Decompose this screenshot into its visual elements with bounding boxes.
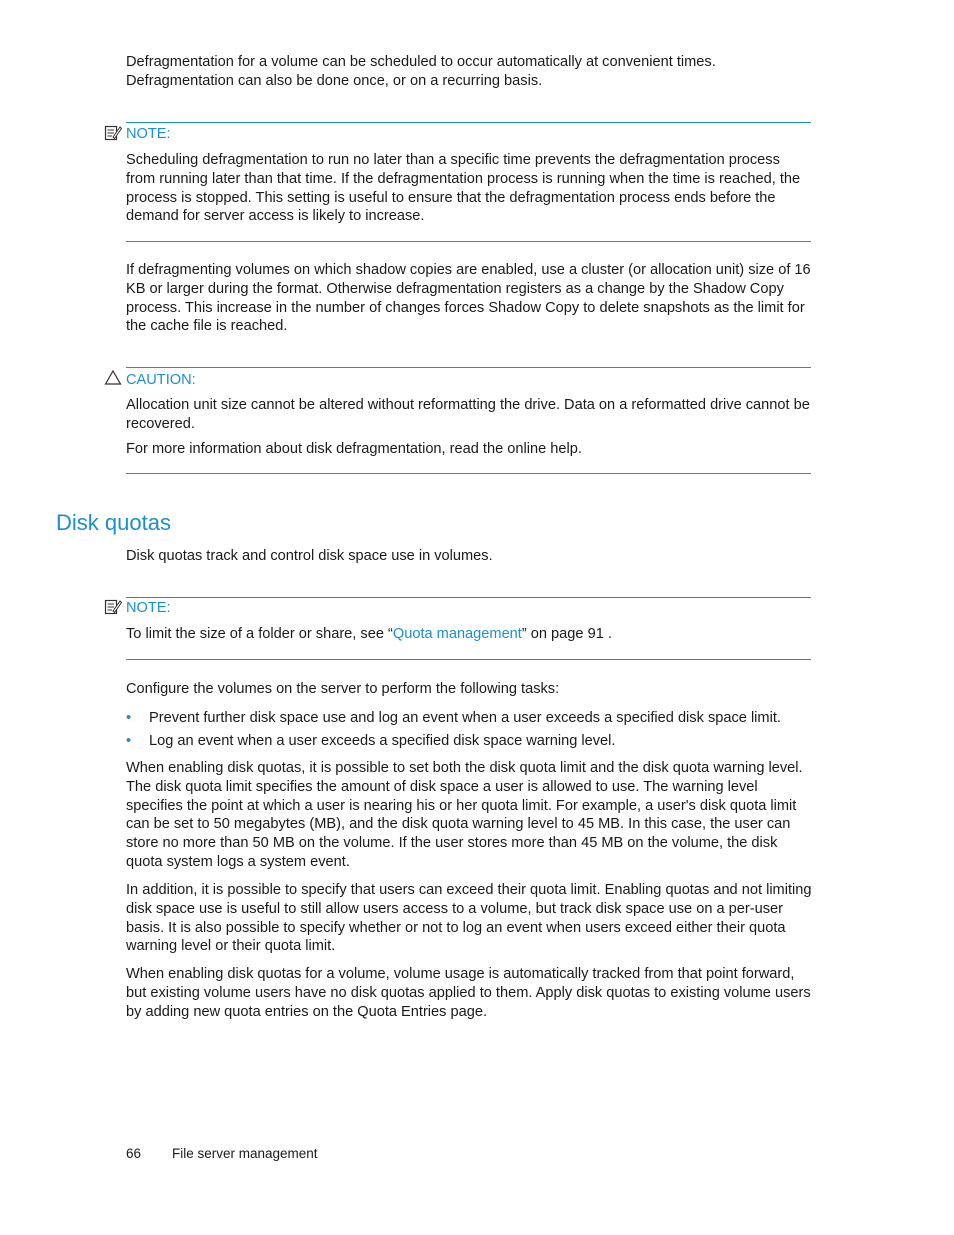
note2-bottom-rule [126, 659, 811, 660]
list-item [126, 732, 812, 751]
note1-label: NOTE: [126, 126, 171, 142]
body-p2-block [126, 881, 812, 956]
note-icon [104, 598, 122, 616]
caution-label: CAUTION: [126, 372, 196, 388]
note2-text [126, 625, 812, 644]
note2-label: NOTE: [126, 600, 171, 616]
bullet-icon: • [126, 732, 132, 749]
tasks-block [126, 680, 812, 754]
list-item [126, 709, 812, 728]
chapter-title: File server management [172, 1146, 318, 1161]
caution-more-info: For more information about disk defragmentation, read the online help. [126, 440, 582, 457]
note2-suffix: ” on page 91 . [521, 626, 612, 642]
section-heading: Disk quotas [56, 510, 171, 535]
caution-triangle-icon [104, 369, 122, 387]
caution-top-rule [126, 367, 811, 368]
caution-bottom-rule [126, 473, 811, 474]
intro-block [126, 53, 812, 91]
shadow-block [126, 261, 812, 336]
caution-body [126, 396, 812, 458]
tasks-list [126, 709, 812, 751]
section-intro: Disk quotas track and control disk space use in volumes. [126, 548, 493, 564]
body-p3-block [126, 965, 812, 1021]
page-number: 66 [126, 1146, 142, 1161]
note1-text: Scheduling defragmentation to run no later than a specific time prevents the defragmentation process from running later than that time. If the defragmentation process is running when the time is reached, the process is stopped. This setting is useful to ensure that the defragmentation process ends before the demand for server access is likely to increase. [126, 152, 801, 225]
note2-body [126, 625, 812, 644]
list-item-text: Log an event when a user exceeds a specified disk space warning level. [149, 732, 616, 749]
body-paragraph-2: In addition, it is possible to specify that users can exceed their quota limit. Enabling quotas and not limiting disk space use is useful to still allow users access to a volume, but track disk space use on a per-user basis. It is also possible to specify whether or not to log an event when users exceed either their quota warning level or their quota limit. [126, 882, 812, 955]
tasks-intro: Configure the volumes on the server to perform the following tasks: [126, 681, 560, 697]
note1-body [126, 151, 812, 226]
note1-bottom-rule [126, 241, 811, 242]
body-p1-block [126, 759, 812, 872]
intro-paragraph: Defragmentation for a volume can be scheduled to occur automatically at convenient times. Defragmentation can also be done once, or on a recurring basis. [126, 54, 716, 89]
bullet-icon: • [126, 709, 132, 726]
shadow-paragraph: If defragmenting volumes on which shadow copies are enabled, use a cluster (or allocation unit) size of 16 KB or larger during the format. Otherwise defragmentation registers as a change by the Shadow Copy process. This increase in the number of changes forces Shadow Copy to delete snapshots as the limit for the cache file is reached. [126, 262, 811, 335]
list-item-text: Prevent further disk space use and log an event when a user exceeds a specified disk space limit. [149, 709, 781, 726]
caution-text: Allocation unit size cannot be altered without reformatting the drive. Data on a reformatted drive cannot be recovered. [126, 397, 810, 432]
quota-management-link[interactable]: Quota management [392, 626, 522, 642]
body-paragraph-1: When enabling disk quotas, it is possible to set both the disk quota limit and the disk quota warning level. The disk quota limit specifies the amount of disk space a user is allowed to use. The warning level specifies the point at which a user is nearing his or her quota limit. For example, a user's disk quota limit can be set to 50 megabytes (MB), and the disk quota warning level to 45 MB. In this case, the user can store no more than 50 MB on the volume. If the user stores more than 45 MB on the volume, the disk quota system logs a system event. [126, 760, 803, 870]
note1-top-rule [126, 122, 811, 123]
section-intro-block [126, 547, 812, 566]
note2-top-rule [126, 597, 811, 598]
note-icon [104, 124, 122, 142]
page-footer [126, 1145, 318, 1164]
note2-prefix: To limit the size of a folder or share, see “ [126, 626, 393, 642]
body-paragraph-3: When enabling disk quotas for a volume, volume usage is automatically tracked from that point forward, but existing volume users have no disk quotas applied to them. Apply disk quotas to existing volume users by adding new quota entries on the Quota Entries page. [126, 966, 811, 1020]
